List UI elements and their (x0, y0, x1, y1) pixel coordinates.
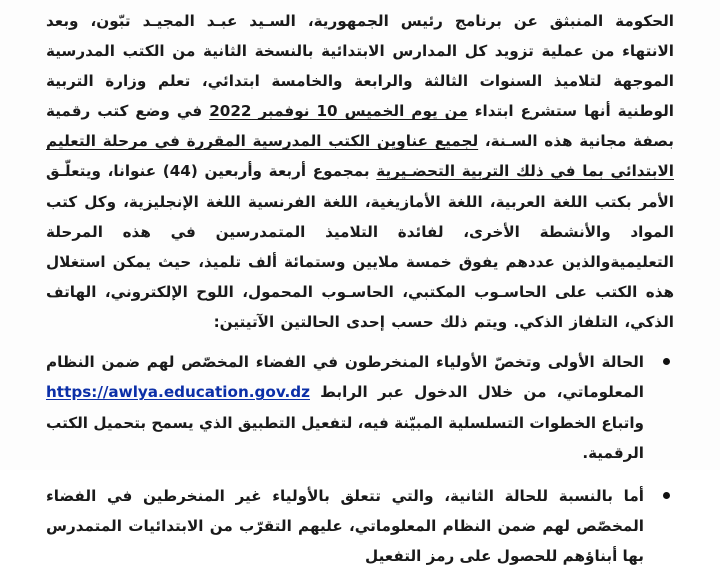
paragraph-segment-1: الحكومة المنبثق عن برنامج رئيس الجمهورية، السـيد عبـد المجيـد تبّون، وبعد الانتهاء من عملية تزويد كل المدارس الابتدائية بالنسخة الثانية من الكتب المدرسية الموجهة لتلاميذ السنوات الثالثة والرابعة والخامسة ابتدائي، تعلم وزارة التربية الوطنية أنها ستشرع ابتداء (46, 12, 674, 121)
bullet-1-text-before-link: الحالة الأولى وتخصّ الأولياء المنخرطون في الفضاء المخصّص لهم ضمن النظام المعلوماتي، من خلال الدخول عبر الرابط (46, 353, 644, 402)
paragraph-segment-3: في وضع كتب رقمية بصفة مجانية هذه السـنة، (46, 102, 674, 151)
paragraph-segment-4-underlined: لجميع عناوين الكتب المدرسية المقررة في مرحلة التعليم الابتدائي بما في ذلك التربية التحضـيرية (46, 132, 674, 181)
bullet-dot-icon (663, 492, 670, 499)
paragraph-segment-5: بمجموع أربعة وأربعين (44) عنوانا، ويتعلّـق الأمر بكتب اللغة العربية، اللغة الأمازيغية، اللغة الفرنسية اللغة الإنجليزية، وكل كتب المواد والأنشطة الأخرى، لفائدة التلاميذ المتمدرسين في هذه المرحلة التعليميةوالذين عددهم يفوق خمسة ملايين وستمائة ألف تلميذ، حيث يمكن استغلال هذه الكتب على الحاسـوب المكتبي، الحاسـوب المحمول، اللوح الإلكتروني، الهاتف الذكي، التلفاز الذكي. ويتم ذلك حسب إحدى الحالتين الآتيتين: (46, 162, 674, 331)
bullet-list (46, 347, 674, 572)
paragraph-main (46, 6, 674, 337)
paragraph-segment-2-underlined: من يوم الخميس 10 نوفمبر 2022 (209, 102, 468, 121)
document-body (46, 6, 674, 572)
bullet-2-text: أما بالنسبة للحالة الثانية، والتي تتعلق بالأولياء غير المنخرطين في الفضاء المخصّص لهم ضمن النظام المعلوماتي، عليهم التقرّب من الابتدائيات المتمدرس بها أبناؤهم للحصول على رمز التفعيل (46, 486, 644, 566)
bullet-dot-icon (663, 358, 670, 365)
awlya-portal-link[interactable]: https://awlya.education.gov.dz (46, 383, 310, 402)
bullet-1-text-after-link: واتباع الخطوات التسلسلية المبيّنة فيه، لتفعيل التطبيق الذي يسمح بتحميل الكتب الرقمية. (46, 413, 644, 463)
list-item (46, 347, 674, 469)
list-item (46, 481, 674, 572)
